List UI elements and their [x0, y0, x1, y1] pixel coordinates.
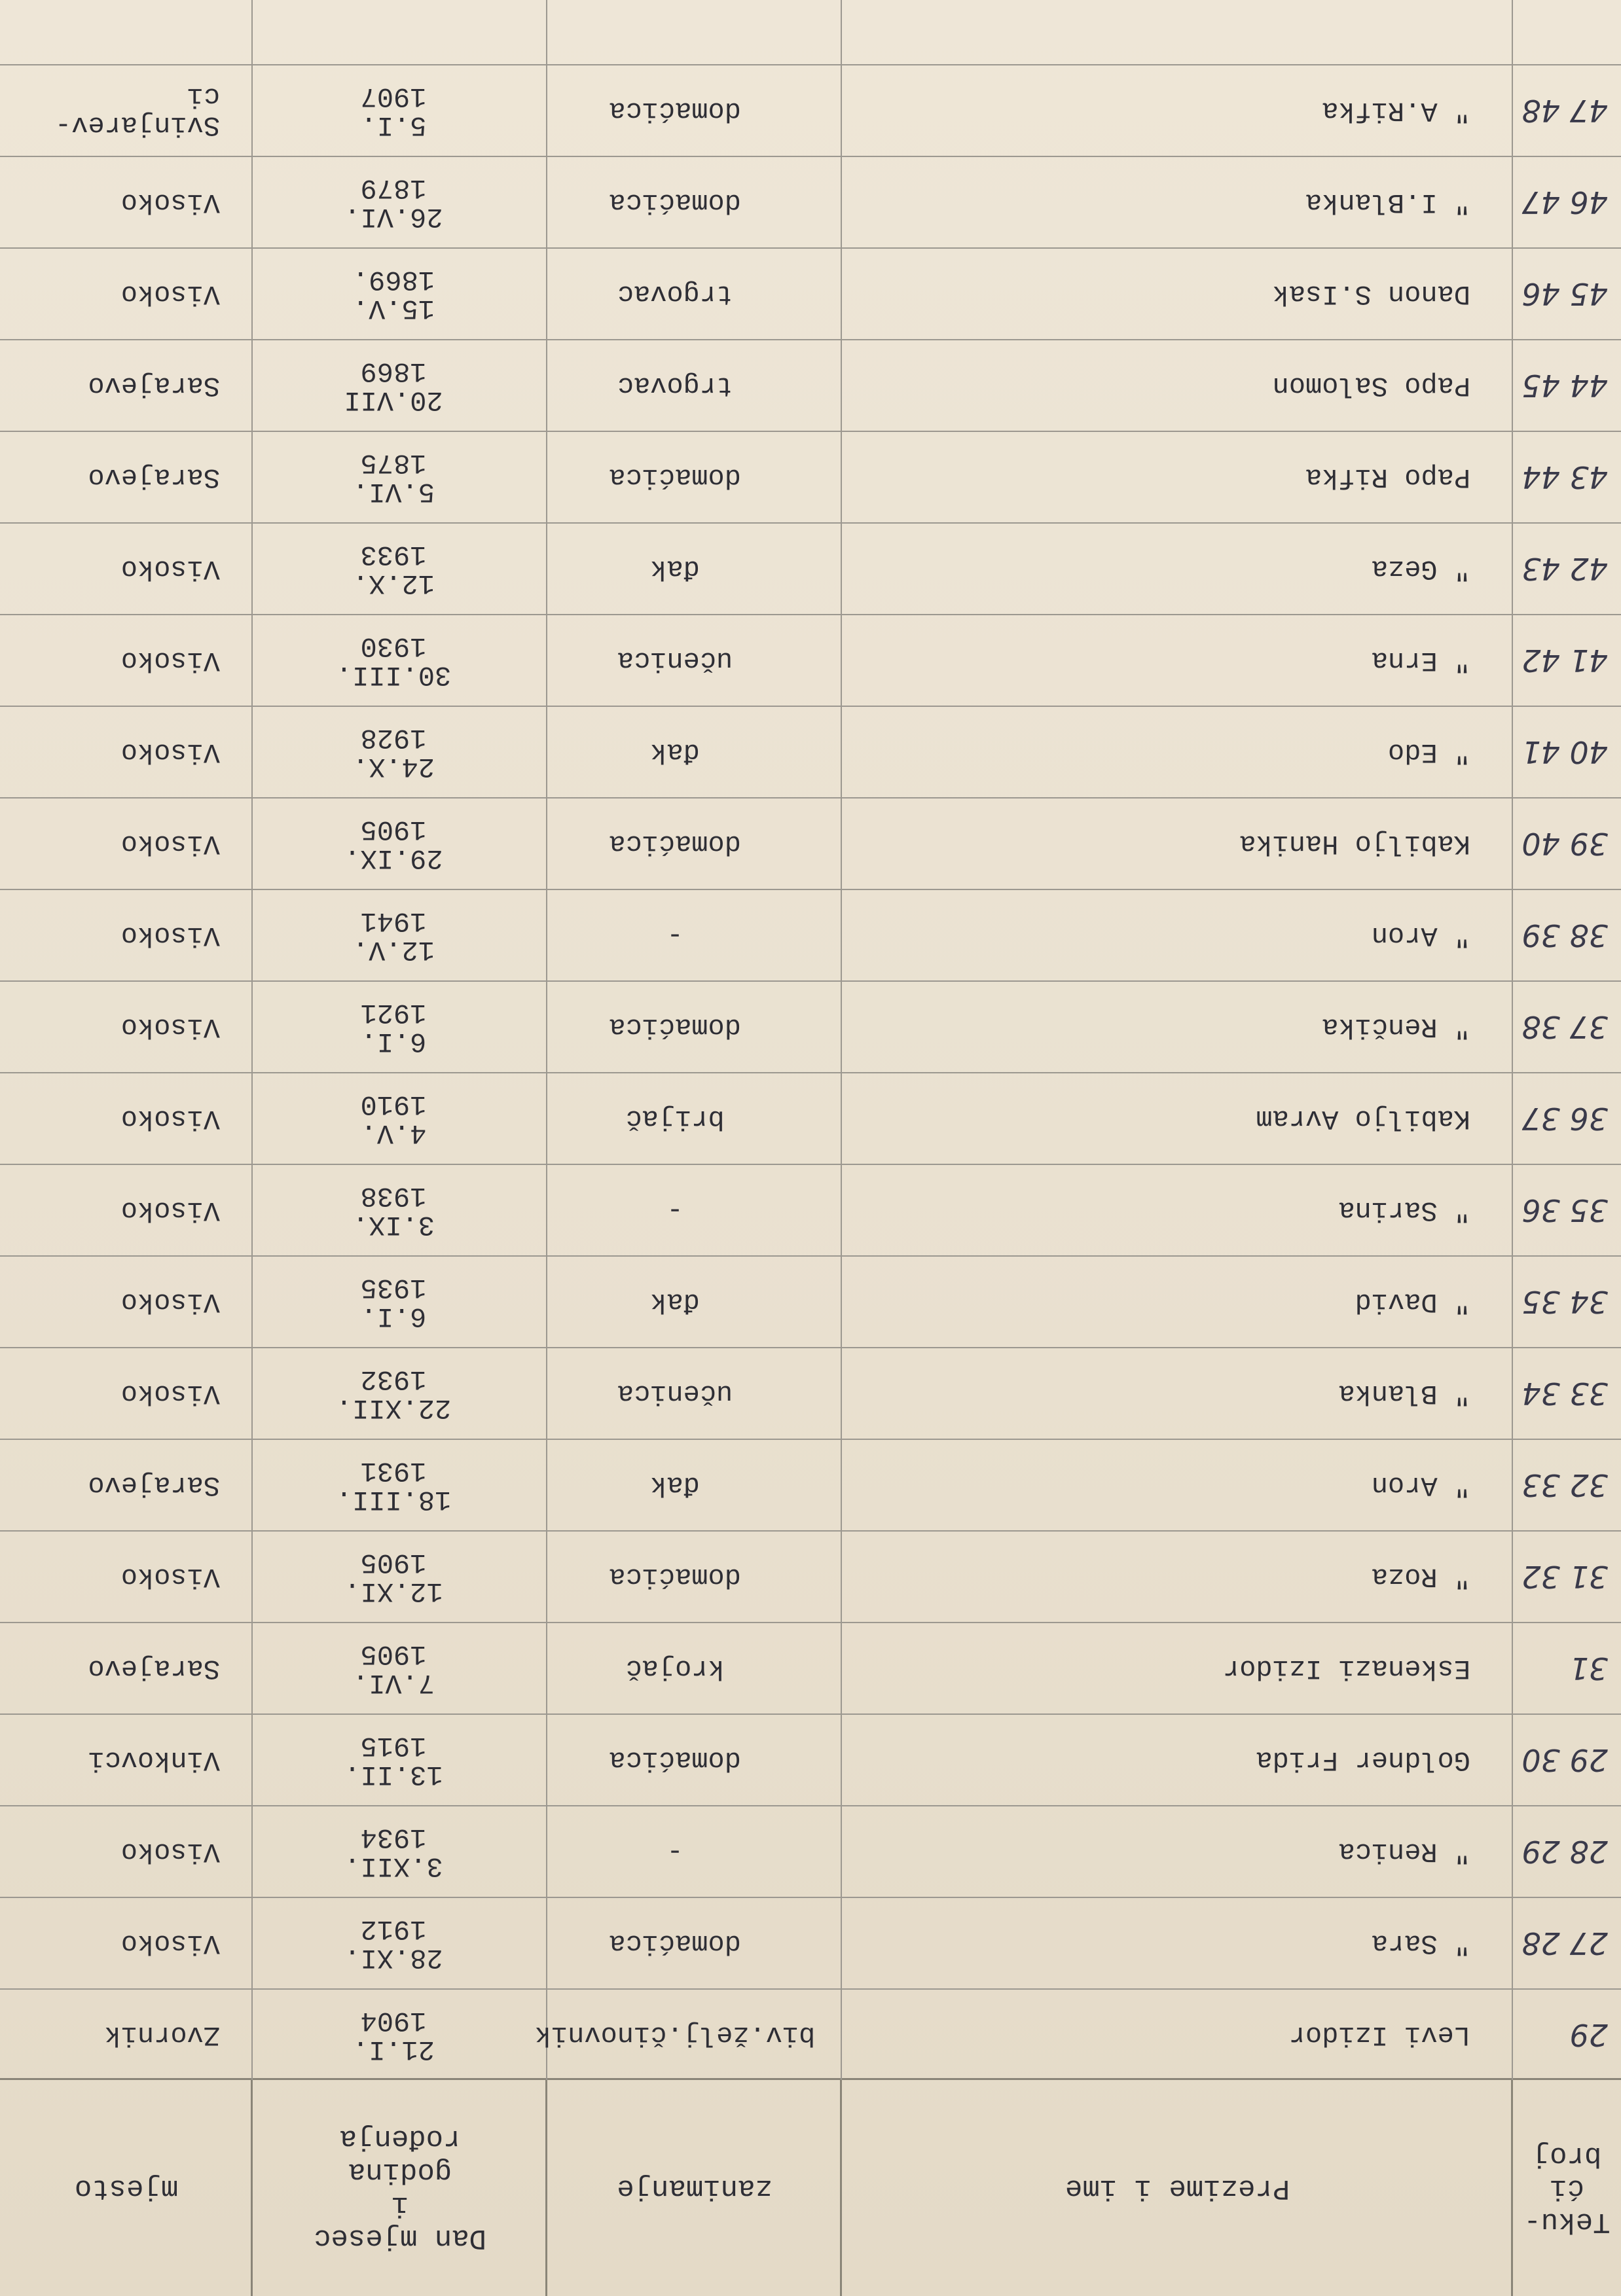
table-row — [0, 1347, 1621, 1439]
row-name: " Renica — [1338, 1836, 1470, 1868]
row-name: Kabiljo Hanika — [1239, 828, 1470, 860]
table-row — [0, 706, 1621, 797]
row-birthplace: Visoko — [120, 828, 220, 860]
row-birthplace: Visoko — [120, 1378, 220, 1410]
row-birthplace: Sarajevo — [88, 1469, 220, 1501]
row-number: 29 30 — [1521, 1742, 1608, 1778]
row-occupation: brijač — [625, 1103, 725, 1135]
row-occupation: domaćica — [609, 1011, 741, 1043]
row-occupation: biv.želj.činovnik — [534, 2019, 816, 2051]
row-birthplace: Visoko — [120, 1011, 220, 1043]
row-birthdate: 28.XI. 1912 — [344, 1913, 443, 1974]
row-birthdate: 6.I. 1921 — [360, 997, 427, 1058]
row-name: " Roza — [1371, 1561, 1470, 1593]
row-birthdate: 7.VI. 1905 — [352, 1638, 435, 1699]
row-birthplace: Zvornik — [104, 2019, 220, 2051]
row-birthplace: Visoko — [120, 553, 220, 585]
table-row — [0, 431, 1621, 522]
row-number: 43 44 — [1521, 459, 1608, 495]
row-occupation: trgovac — [617, 370, 733, 402]
row-number: 34 35 — [1521, 1284, 1608, 1320]
row-name: " Erna — [1371, 645, 1470, 677]
row-birthdate: 20.VII 1869 — [344, 355, 443, 416]
row-name: Levi Izidor — [1288, 2019, 1470, 2051]
table-body — [0, 64, 1621, 2080]
table-row — [0, 522, 1621, 614]
row-number: 35 36 — [1521, 1193, 1608, 1229]
row-name: Danon S.Isak — [1272, 278, 1470, 310]
table-row — [0, 1255, 1621, 1347]
row-birthdate: 24.X. 1928 — [352, 722, 435, 783]
row-occupation: - — [666, 1836, 683, 1868]
row-birthplace: Visoko — [120, 1561, 220, 1593]
row-birthdate: 22.XII. 1932 — [335, 1363, 452, 1424]
header-birthdate: Dan mjesec i godina rođenja — [251, 2080, 547, 2296]
row-name: " Renčika — [1322, 1011, 1470, 1043]
row-birthplace: Visoko — [120, 187, 220, 219]
row-number: 37 38 — [1521, 1009, 1608, 1045]
row-birthdate: 12.V. 1941 — [352, 905, 435, 966]
table-row — [0, 1622, 1621, 1713]
table-row — [0, 247, 1621, 339]
table-row — [0, 1988, 1621, 2080]
row-occupation: đak — [650, 1286, 700, 1318]
row-number: 47 48 — [1521, 93, 1608, 129]
row-occupation: domaćica — [609, 828, 741, 860]
row-occupation: - — [666, 920, 683, 952]
table-row — [0, 1439, 1621, 1530]
row-birthplace: Visoko — [120, 736, 220, 768]
row-name: Kabiljo Avram — [1256, 1103, 1470, 1135]
table-row — [0, 980, 1621, 1072]
row-occupation: učenica — [617, 1378, 733, 1410]
row-occupation: učenica — [617, 645, 733, 677]
row-birthplace: Visoko — [120, 1286, 220, 1318]
table-header — [0, 2078, 1621, 2296]
row-occupation: krojač — [625, 1653, 725, 1685]
row-birthdate: 5.VI. 1875 — [352, 447, 435, 508]
row-birthplace: Sarajevo — [88, 370, 220, 402]
row-birthplace: Visoko — [120, 1103, 220, 1135]
row-birthdate: 6.I. 1935 — [360, 1272, 427, 1333]
row-birthplace: Visoko — [120, 1194, 220, 1227]
row-name: " Aron — [1371, 920, 1470, 952]
table-row — [0, 156, 1621, 247]
row-birthdate: 12.XI. 1905 — [344, 1547, 443, 1607]
header-occupation: zanimanje — [545, 2080, 842, 2296]
row-birthplace: Visoko — [120, 920, 220, 952]
row-birthplace: Svinjarev- ci — [54, 81, 220, 141]
row-number: 28 29 — [1521, 1834, 1608, 1870]
row-occupation: đak — [650, 1469, 700, 1501]
row-number: 31 32 — [1521, 1559, 1608, 1595]
row-occupation: - — [666, 1194, 683, 1227]
table-row — [0, 339, 1621, 431]
row-number: 32 33 — [1521, 1467, 1608, 1503]
row-number: 36 37 — [1521, 1101, 1608, 1137]
row-number: 27 28 — [1521, 1926, 1608, 1962]
header-place: mjesto — [74, 2172, 179, 2205]
row-name: Papo Rifka — [1305, 461, 1470, 493]
row-name: " A.Rifka — [1322, 95, 1470, 127]
row-name: " Sara — [1371, 1928, 1470, 1960]
row-name: Goldner Frida — [1256, 1744, 1470, 1776]
row-number: 29 — [1569, 2017, 1608, 2053]
row-number: 38 39 — [1521, 918, 1608, 954]
row-birthdate: 26.VI. 1879 — [344, 172, 443, 233]
row-birthplace: Visoko — [120, 1836, 220, 1868]
row-birthdate: 29.IX. 1905 — [344, 814, 443, 874]
table-row — [0, 797, 1621, 889]
row-occupation: domaćica — [609, 1744, 741, 1776]
row-name: Eskenazi Izidor — [1222, 1653, 1470, 1685]
row-number: 46 47 — [1521, 185, 1608, 221]
row-name: " Aron — [1371, 1469, 1470, 1501]
row-name: " Sarina — [1338, 1194, 1470, 1227]
row-occupation: domaćica — [609, 461, 741, 493]
row-number: 45 46 — [1521, 276, 1608, 312]
row-number: 39 40 — [1521, 826, 1608, 862]
row-number: 44 45 — [1521, 368, 1608, 404]
row-birthdate: 12.X. 1933 — [352, 539, 435, 600]
row-birthplace: Visoko — [120, 278, 220, 310]
row-occupation: domaćica — [609, 1561, 741, 1593]
row-birthplace: Sarajevo — [88, 1653, 220, 1685]
row-occupation: đak — [650, 553, 700, 585]
row-number: 42 43 — [1521, 551, 1608, 587]
table-row — [0, 889, 1621, 980]
row-birthdate: 5.I. 1907 — [360, 81, 427, 141]
row-occupation: domaćica — [609, 1928, 741, 1960]
row-name: " Edo — [1387, 736, 1470, 768]
row-birthplace: Visoko — [120, 1928, 220, 1960]
row-birthdate: 13.II. 1915 — [344, 1730, 443, 1791]
row-birthdate: 15.V. 1869. — [352, 264, 435, 325]
row-birthdate: 21.I. 1904 — [352, 2005, 435, 2066]
row-occupation: domaćica — [609, 187, 741, 219]
table-row — [0, 1072, 1621, 1164]
row-birthdate: 18.III. 1931 — [335, 1455, 452, 1516]
header-name: Prezime i ime — [840, 2080, 1513, 2296]
row-birthdate: 3.XII. 1934 — [344, 1821, 443, 1882]
header-number: Teku- ći broj — [1511, 2080, 1621, 2296]
table-row — [0, 614, 1621, 706]
row-name: " Blanka — [1338, 1378, 1470, 1410]
row-name: " Geza — [1371, 553, 1470, 585]
row-number: 31 — [1569, 1651, 1608, 1687]
row-birthdate: 3.IX. 1938 — [352, 1180, 435, 1241]
row-number: 33 34 — [1521, 1376, 1608, 1412]
row-name: " David — [1355, 1286, 1470, 1318]
row-occupation: domaćica — [609, 95, 741, 127]
row-number: 40 41 — [1521, 734, 1608, 770]
table-row — [0, 1164, 1621, 1255]
table-row — [0, 1805, 1621, 1897]
row-birthplace: Sarajevo — [88, 461, 220, 493]
row-birthplace: Vinkovci — [88, 1744, 220, 1776]
row-number: 41 42 — [1521, 643, 1608, 679]
row-birthdate: 4.V. 1910 — [360, 1088, 427, 1149]
table-row — [0, 1897, 1621, 1988]
row-birthplace: Visoko — [120, 645, 220, 677]
row-occupation: đak — [650, 736, 700, 768]
row-birthdate: 30.III. 1930 — [335, 630, 452, 691]
table-row — [0, 1713, 1621, 1805]
row-name: Papo Salomon — [1272, 370, 1470, 402]
table-row — [0, 64, 1621, 156]
row-name: " I.Blanka — [1305, 187, 1470, 219]
row-occupation: trgovac — [617, 278, 733, 310]
table-row — [0, 1530, 1621, 1622]
